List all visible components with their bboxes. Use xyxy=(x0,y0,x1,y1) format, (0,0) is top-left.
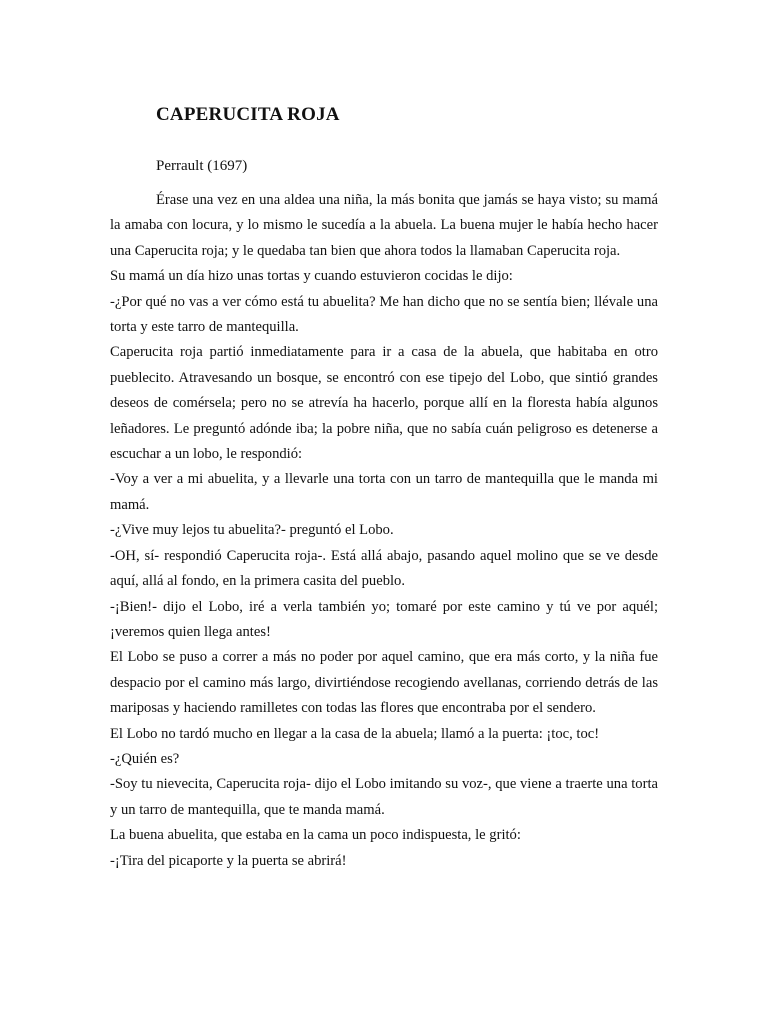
paragraph: Su mamá un día hizo unas tortas y cuando estuvieron cocidas le dijo: xyxy=(110,268,513,285)
paragraph: -¡Bien!- dijo el Lobo, iré a verla también yo; tomaré por este camino y tú ve por aquél; ¡veremos quien llega antes! xyxy=(110,598,658,640)
paragraph: -Voy a ver a mi abuelita, y a llevarle una torta con un tarro de mantequilla que le manda mi mamá. xyxy=(110,471,658,513)
paragraph: Caperucita roja partió inmediatamente para ir a casa de la abuela, que habitaba en otro pueblecito. Atravesando un bosque, se encontró con ese tipejo del Lobo, que sintió grandes deseos de comérsela; pero no se atrevía ha hacerlo, porque allí en la floresta había algunos leñadores. Le preguntó adónde iba; la pobre niña, que no sabía cuán peligroso es detenerse a escuchar a un lobo, le respondió: xyxy=(110,344,658,463)
paragraph: -OH, sí- respondió Caperucita roja-. Está allá abajo, pasando aquel molino que se ve desde aquí, allá al fondo, en la primera casita del pueblo. xyxy=(110,547,658,590)
paragraph: El Lobo no tardó mucho en llegar a la casa de la abuela; llamó a la puerta: ¡toc, toc! xyxy=(110,725,600,742)
paragraph: -¿Vive muy lejos tu abuelita?- preguntó el Lobo. xyxy=(110,522,394,539)
paragraph: Érase una vez en una aldea una niña, la más bonita que jamás se haya visto; su mamá la amaba con locura, y lo mismo le sucedía a la abuela. La buena mujer le había hecho hacer una Caperucita roja; y le quedaba tan bien que ahora todos la llamaban Caperucita roja. xyxy=(110,192,658,259)
paragraph: La buena abuelita, que estaba en la cama un poco indispuesta, le gritó: xyxy=(110,827,521,844)
document-author: Perrault (1697) xyxy=(156,158,248,174)
paragraph: -Soy tu nievecita, Caperucita roja- dijo el Lobo imitando su voz-, que viene a traerte una torta y un tarro de mantequilla, que te manda mamá. xyxy=(110,776,658,818)
paragraph: -¿Por qué no vas a ver cómo está tu abuelita? Me han dicho que no se sentía bien; llévale una torta y este tarro de mantequilla. xyxy=(110,293,658,336)
paragraph: -¡Tira del picaporte y la puerta se abrirá! xyxy=(110,852,347,869)
document-title: CAPERUCITA ROJA xyxy=(156,104,340,125)
paragraph: El Lobo se puso a correr a más no poder por aquel camino, que era más corto, y la niña fue despacio por el camino más largo, divirtiéndose recogiendo avellanas, corriendo detrás de las mariposas y haciendo ramilletes con todas las flores que encontraba por el sendero. xyxy=(110,649,658,717)
paragraph: -¿Quién es? xyxy=(110,750,180,767)
document-body xyxy=(110,188,658,874)
